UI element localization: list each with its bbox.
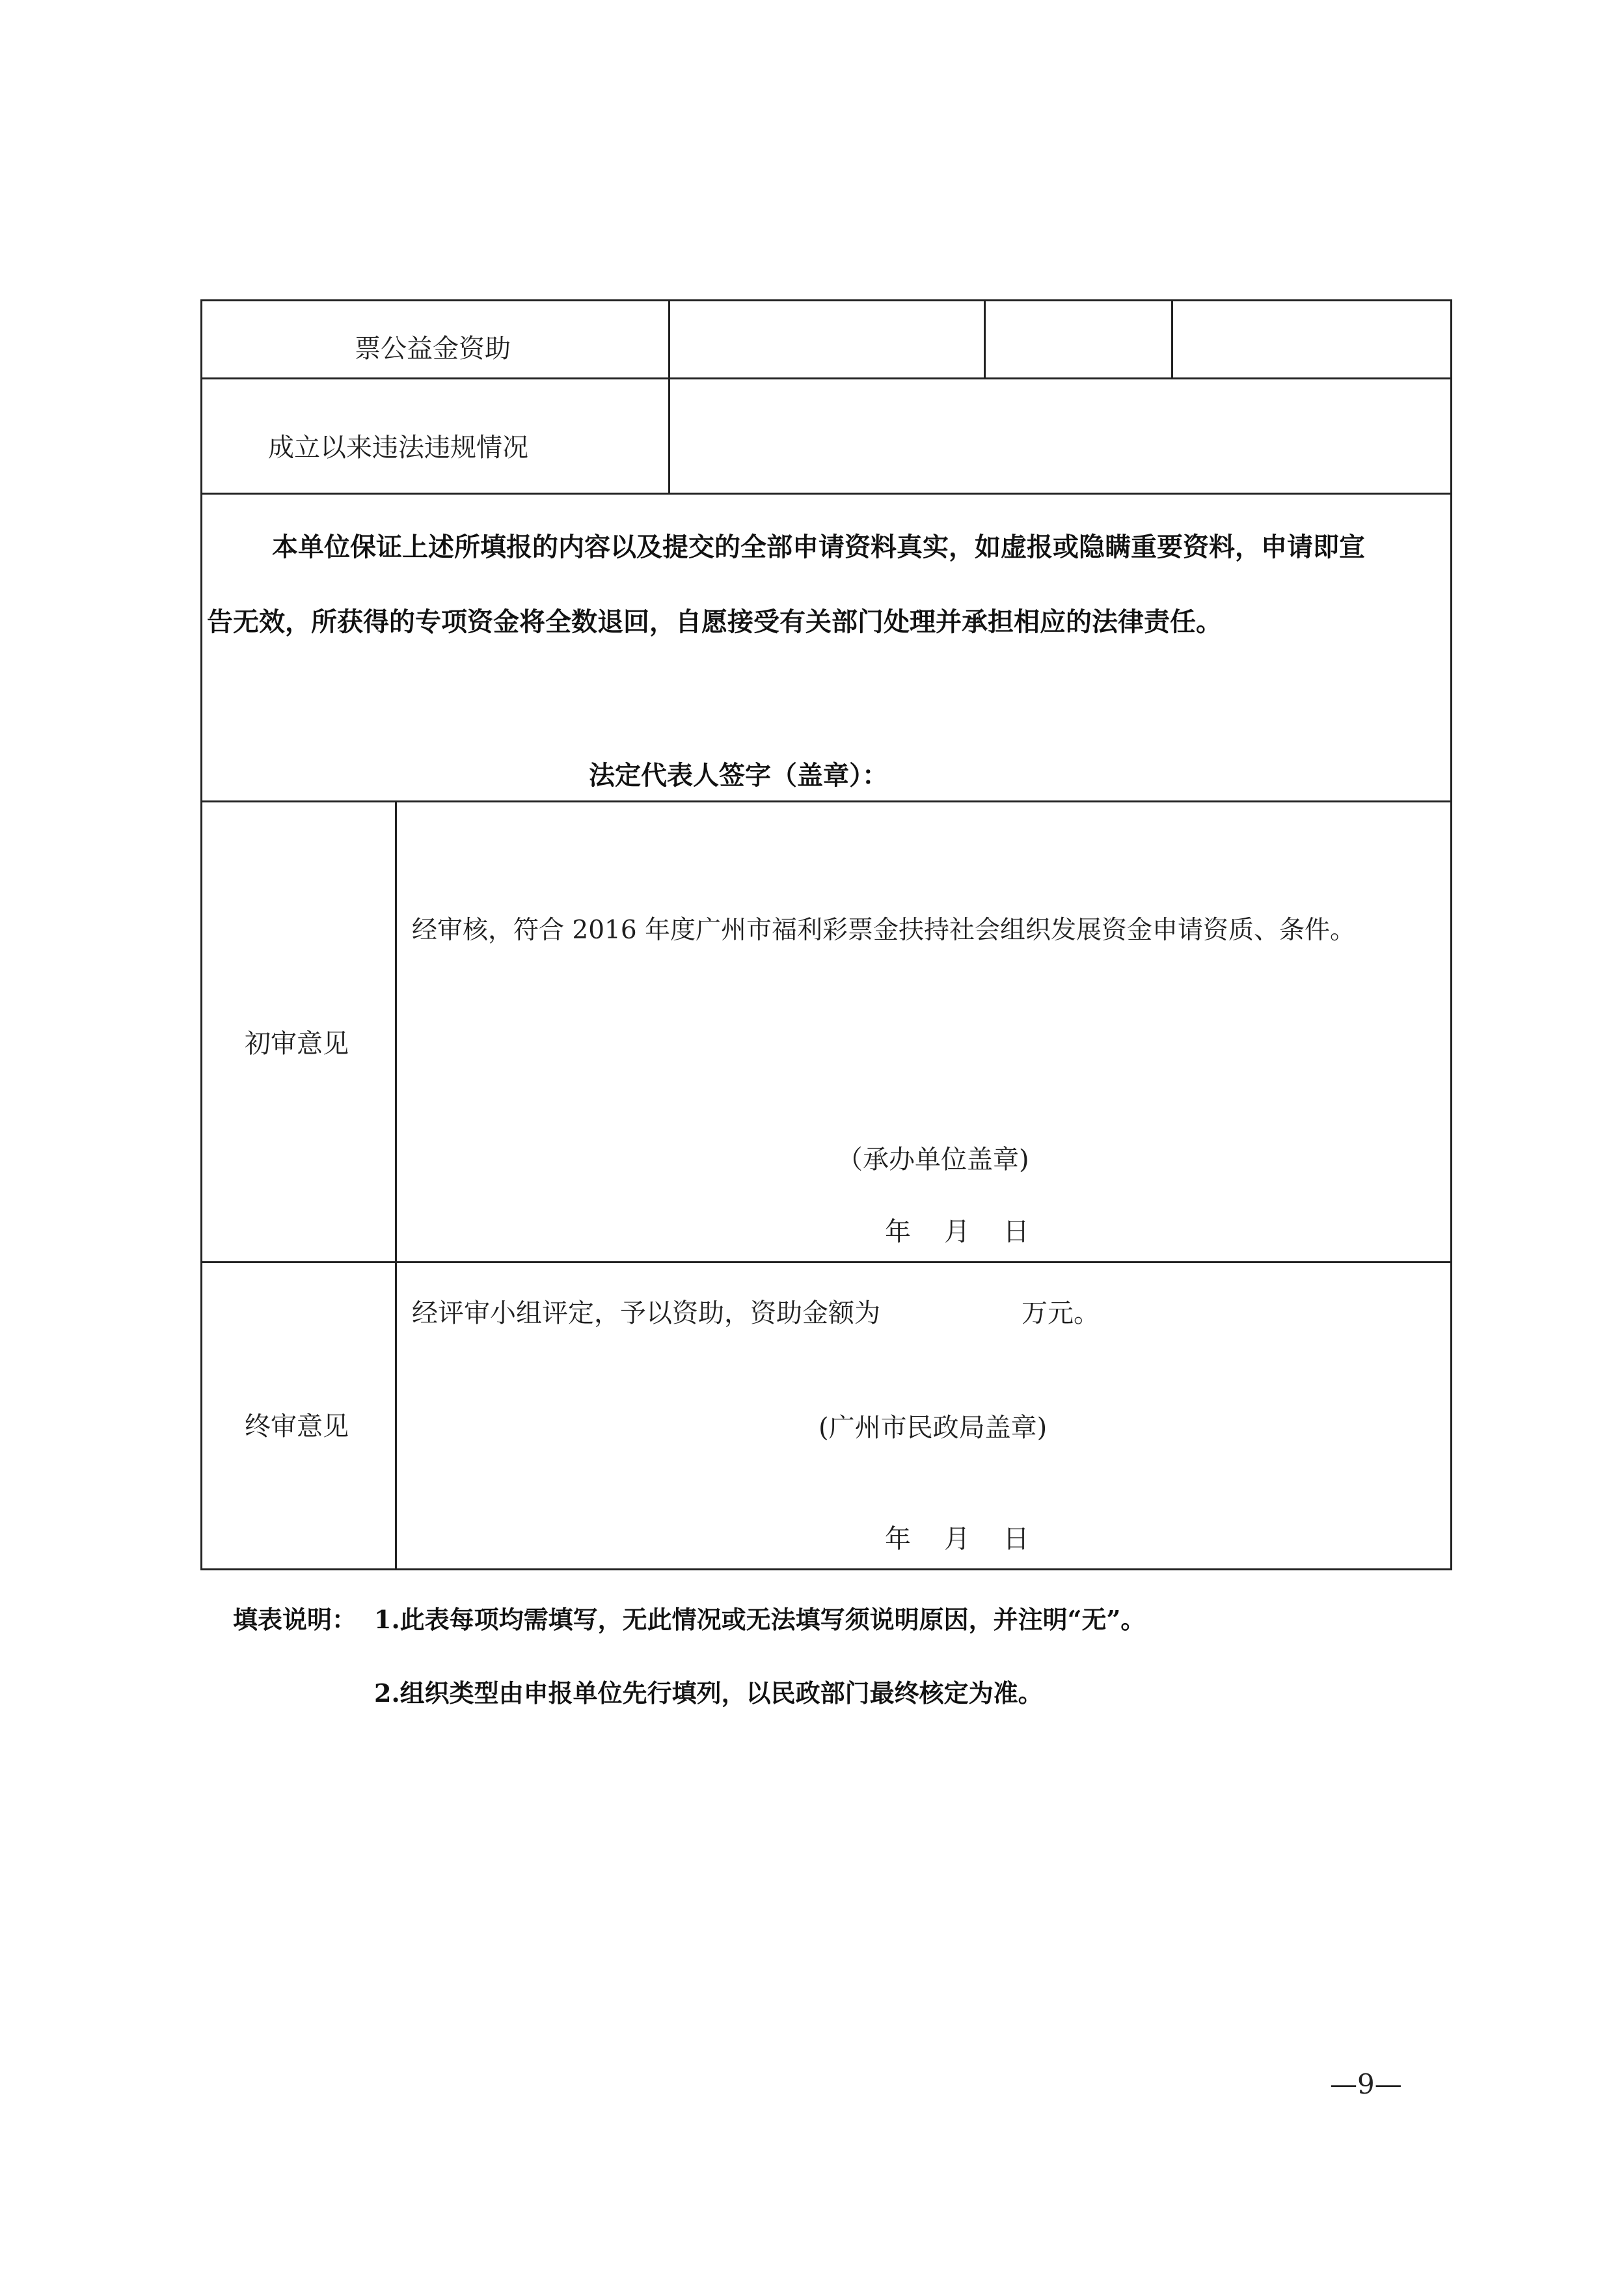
table-col-divider-review	[395, 800, 397, 1570]
initial-review-label: 初审意见	[245, 1029, 349, 1059]
table-col-divider-r1a	[668, 299, 670, 495]
row-violation-label: 成立以来违法违规情况	[268, 433, 528, 463]
final-review-opinion-prefix: 经评审小组评定，予以资助，资助金额为	[412, 1298, 880, 1328]
row-lottery-label: 票公益金资助	[355, 334, 511, 364]
signature-label: 法定代表人签字（盖章）：	[589, 760, 888, 791]
table-col-divider-r1c	[1171, 299, 1173, 379]
page-number: —9—	[1330, 2068, 1402, 2100]
final-review-date: 年 月 日	[885, 1524, 1029, 1554]
table-border-right	[1450, 299, 1452, 1570]
final-review-stamp: (广州市民政局盖章)	[819, 1413, 1048, 1443]
table-border-top	[200, 299, 1452, 301]
table-border-left	[200, 299, 202, 1570]
final-review-opinion-suffix: 万元。	[1022, 1298, 1100, 1328]
final-review-label: 终审意见	[245, 1412, 349, 1441]
declaration-line-1: 本单位保证上述所填报的内容以及提交的全部申请资料真实，如虚报或隐瞒重要资料，申请即宣	[272, 532, 1365, 562]
table-border-bottom	[200, 1568, 1452, 1570]
initial-review-stamp: （承办单位盖章)	[837, 1145, 1029, 1175]
declaration-line-2: 告无效，所获得的专项资金将全数退回，自愿接受有关部门处理并承担相应的法律责任。	[207, 607, 1222, 637]
table-divider-row2	[200, 493, 1452, 495]
table-divider-declaration	[200, 800, 1452, 802]
table-col-divider-r1b	[984, 299, 986, 379]
notes-item-1: 1.此表每项均需填写，无此情况或无法填写须说明原因，并注明“无”。	[374, 1605, 1146, 1634]
initial-review-opinion: 经审核，符合 2016 年度广州市福利彩票金扶持社会组织发展资金申请资质、条件。	[412, 916, 1356, 945]
initial-review-date: 年 月 日	[885, 1217, 1029, 1247]
table-divider-initial-review	[200, 1261, 1452, 1263]
notes-heading: 填表说明：	[233, 1605, 357, 1634]
table-divider-row1	[200, 377, 1452, 379]
notes-item-2: 2.组织类型由申报单位先行填列，以民政部门最终核定为准。	[374, 1678, 1043, 1708]
